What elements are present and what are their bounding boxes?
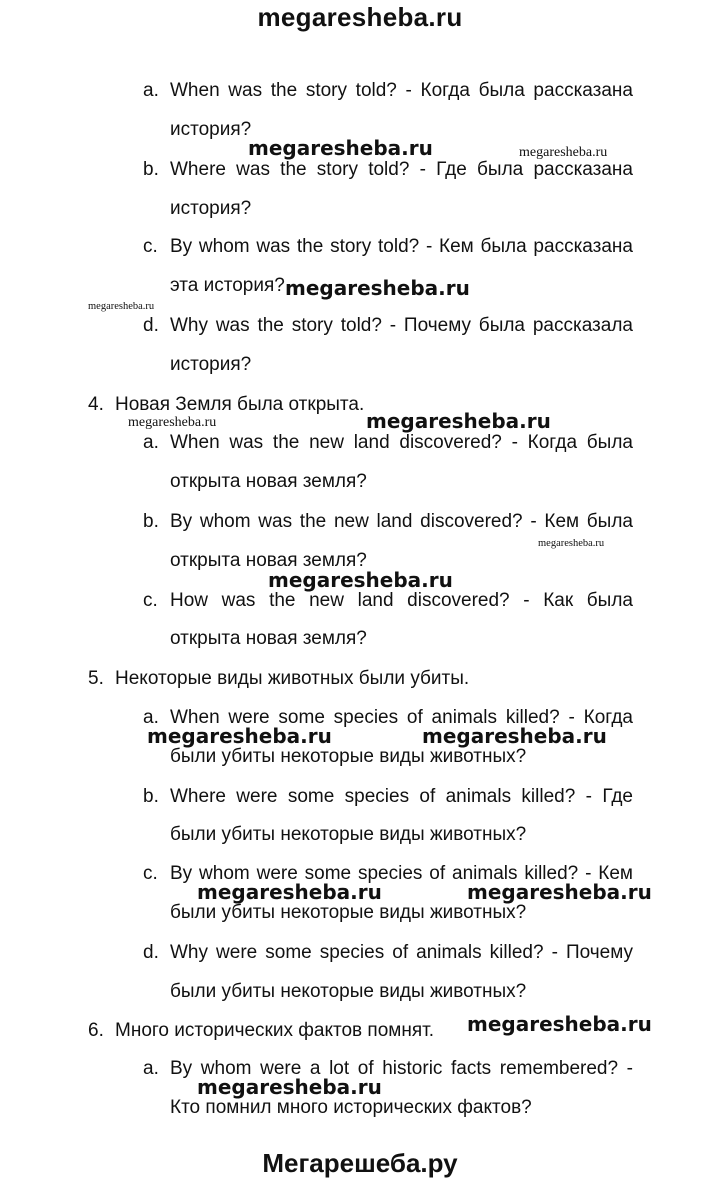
question-text: When was the new land discovered? - Когда была	[170, 432, 633, 453]
question-line	[143, 942, 633, 964]
item-label: b.	[143, 159, 159, 180]
item-label: c.	[143, 236, 158, 257]
section-heading	[88, 1020, 434, 1042]
watermark: megaresheba.ru	[268, 568, 453, 592]
question-line	[143, 511, 633, 533]
question-continuation: открыта новая земля?	[170, 550, 367, 571]
question-line	[143, 590, 633, 612]
item-label: b.	[143, 786, 159, 807]
section-number: 6.	[88, 1020, 104, 1041]
watermark: megaresheba.ru	[248, 136, 433, 160]
item-label: d.	[143, 315, 159, 336]
question-text: When was the story told? - Когда была рассказана	[170, 80, 633, 101]
question-text: Where were some species of animals killed? - Где	[170, 786, 633, 807]
question-continuation: были убиты некоторые виды животных?	[170, 902, 527, 923]
item-label: a.	[143, 432, 159, 453]
question-text: By whom was the story told? - Кем была рассказана	[170, 236, 633, 257]
question-continuation: история?	[170, 198, 252, 219]
watermark: megaresheba.ru	[285, 276, 470, 300]
question-continuation: открыта новая земля?	[170, 628, 367, 649]
question-line	[143, 80, 633, 102]
item-label: a.	[143, 80, 159, 101]
question-continuation: были убиты некоторые виды животных?	[170, 981, 527, 1002]
section-heading	[88, 394, 364, 416]
watermark: megaresheba.ru	[197, 880, 382, 904]
item-label: b.	[143, 511, 159, 532]
question-text: By whom were a lot of historic facts remembered? -	[170, 1058, 633, 1079]
watermark: megaresheba.ru	[88, 301, 155, 312]
section-text: Некоторые виды животных были убиты.	[115, 668, 470, 689]
question-line	[143, 432, 633, 454]
section-text: Много исторических фактов помнят.	[115, 1020, 434, 1041]
watermark: megaresheba.ru	[538, 538, 605, 549]
question-continuation: были убиты некоторые виды животных?	[170, 746, 527, 767]
watermark: megaresheba.ru	[467, 1012, 652, 1036]
question-text: How was the new land discovered? - Как была	[170, 590, 633, 611]
question-line	[143, 315, 633, 337]
watermark: megaresheba.ru	[128, 415, 217, 430]
site-footer: Мегарешеба.ру	[262, 1148, 458, 1178]
question-text: Where was the story told? - Где была рассказана	[170, 159, 633, 180]
question-continuation: история?	[170, 354, 252, 375]
section-number: 4.	[88, 394, 104, 415]
question-continuation: Кто помнил много исторических фактов?	[170, 1097, 532, 1118]
watermark: megaresheba.ru	[366, 409, 551, 433]
watermark: megaresheba.ru	[467, 880, 652, 904]
item-label: d.	[143, 942, 159, 963]
section-number: 5.	[88, 668, 104, 689]
question-continuation: открыта новая земля?	[170, 471, 367, 492]
section-heading	[88, 668, 469, 690]
section-text: Новая Земля была открыта.	[115, 394, 365, 415]
watermark: megaresheba.ru	[422, 724, 607, 748]
question-continuation: история?	[170, 119, 252, 140]
item-label: a.	[143, 707, 159, 728]
question-continuation: эта история?	[170, 275, 285, 296]
question-text: Why was the story told? - Почему была рассказала	[170, 315, 633, 336]
item-label: a.	[143, 1058, 159, 1079]
question-continuation: были убиты некоторые виды животных?	[170, 824, 527, 845]
item-label: c.	[143, 863, 158, 884]
question-text: By whom were some species of animals killed? - Кем	[170, 863, 633, 884]
question-line	[143, 786, 633, 808]
watermark: megaresheba.ru	[147, 724, 332, 748]
watermark: megaresheba.ru	[519, 145, 608, 160]
question-line	[143, 236, 633, 258]
question-text: Why were some species of animals killed? - Почему	[170, 942, 633, 963]
item-label: c.	[143, 590, 158, 611]
site-header: megaresheba.ru	[257, 2, 463, 32]
question-line	[143, 159, 633, 181]
question-text: When were some species of animals killed? - Когда	[170, 707, 633, 728]
question-text: By whom was the new land discovered? - Кем была	[170, 511, 633, 532]
watermark: megaresheba.ru	[197, 1075, 382, 1099]
